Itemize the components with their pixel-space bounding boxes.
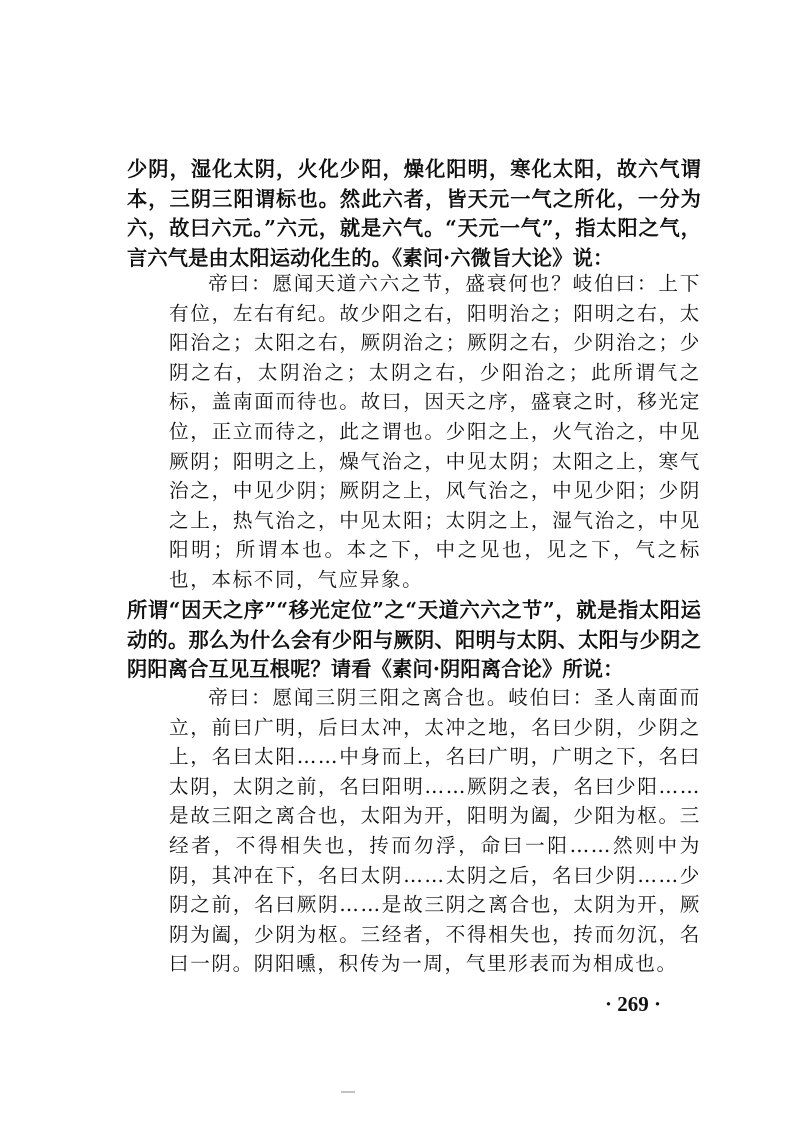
body-paragraph-2: 所谓“因天之序”“移光定位”之“天道六六之节”，就是指太阳运动的。那么为什么会有少阳与厥阴、阳明与太阴、太阳与少阴之阴阳离合互见互根呢？请看《素问·阴阳离合论》所说： [127, 598, 701, 682]
quote-block-liuweizhi: 帝曰：愿闻天道六六之节，盛衰何也？岐伯曰：上下有位，左右有纪。故少阳之右，阳明治之；阳明之右，太阳治之；太阳之右，厥阴治之；厥阴之右，少阴治之；少阴之右，太阴治之；太阴之右，少阳治之；此所谓气之标，盖南面而待也。故曰，因天之序，盛衰之时，移光定位，正立而待之，此之谓也。少阳之上，火气治之，中见厥阴；阳明之上，燥气治之，中见太阴；太阳之上，寒气治之，中见少阴；厥阴之上，风气治之，中见少阳；少阴之上，热气治之，中见太阳；太阴之上，湿气治之，中见阳明；所谓本也。本之下，中之见也，见之下，气之标也，本标不同，气应异象。 [169, 272, 701, 591]
quote-block-yinyang-lihe: 帝曰：愿闻三阴三阳之离合也。岐伯曰：圣人南面而立，前曰广明，后曰太冲，太冲之地，名曰少阴，少阴之上，名曰太阳……中身而上，名曰广明，广明之下，名曰太阴，太阴之前，名曰阳明……厥阴之表，名曰少阳……是故三阳之离合也，太阳为开，阳明为阖，少阳为枢。三经者，不得相失也，抟而勿浮，命曰一阳……然则中为阴，其冲在下，名曰太阴……太阴之后，名曰少阴……少阴之前，名曰厥阴……是故三阴之离合也，太阴为开，厥阴为阖，少阴为枢。三经者，不得相失也，抟而勿沉，名曰一阴。阴阳曛，积传为一周，气里形表而为相成也。 [169, 686, 701, 976]
body-paragraph-1: 少阴，湿化太阴，火化少阳，燥化阳明，寒化太阳，故六气谓本，三阴三阳谓标也。然此六者，皆天元一气之所化，一分为六，故曰六元。”六元，就是六气。“天元一气”，指太阳之气，言六气是由太阳运动化生的。《素问·六微旨大论》说： [127, 157, 701, 270]
scan-artifact-mark [341, 1091, 355, 1093]
page-number: · 269 · [604, 992, 661, 1016]
